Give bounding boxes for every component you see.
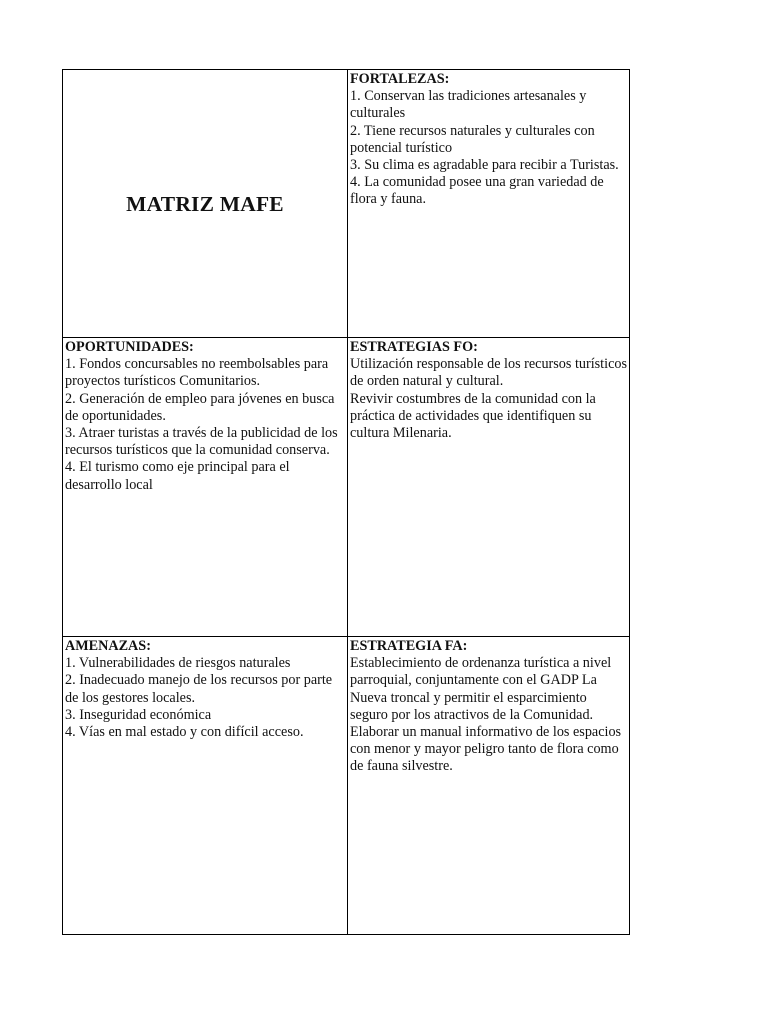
oportunidades-item: 3. Atraer turistas a través de la publicidad de los recursos turísticos que la comunidad conserva. xyxy=(65,425,338,459)
amenazas-cell xyxy=(63,636,347,934)
amenazas-item: 4. Vías en mal estado y con difícil acceso. xyxy=(65,724,304,741)
amenazas-heading: AMENAZAS: xyxy=(65,638,151,654)
amenazas-item: 3. Inseguridad económica xyxy=(65,706,212,723)
matrix-title: MATRIZ MAFE xyxy=(126,191,284,216)
fortalezas-item: 3. Su clima es agradable para recibir a Turistas. xyxy=(350,157,619,174)
fortalezas-cell xyxy=(347,70,630,337)
estrategia-fa-heading: ESTRATEGIA FA: xyxy=(350,638,468,654)
estrategias-fo-heading: ESTRATEGIAS FO: xyxy=(350,339,478,355)
oportunidades-item: 2. Generación de empleo para jóvenes en busca de oportunidades. xyxy=(65,390,335,424)
fortalezas-item: 4. La comunidad posee una gran variedad de flora y fauna. xyxy=(350,174,604,208)
estrategia-fa-paragraph: Establecimiento de ordenanza turística a nivel parroquial, conjuntamente con el GADP La Nueva troncal y permitir el esparcimiento seguro por los atractivos de la Comunidad. xyxy=(350,655,612,723)
estrategias-fo-paragraph: Utilización responsable de los recursos turísticos de orden natural y cultural. xyxy=(350,356,627,390)
fortalezas-item: 2. Tiene recursos naturales y culturales con potencial turístico xyxy=(350,122,595,156)
amenazas-item: 2. Inadecuado manejo de los recursos por parte de los gestores locales. xyxy=(65,672,333,706)
estrategia-fa-paragraph: Elaborar un manual informativo de los espacios con menor y mayor peligro tanto de flora como de fauna silvestre. xyxy=(350,724,622,775)
title-cell xyxy=(63,70,347,337)
fortalezas-item: 1. Conservan las tradiciones artesanales y culturales xyxy=(350,88,587,122)
estrategias-fo-paragraph: Revivir costumbres de la comunidad con la práctica de actividades que identifiquen su cultura Milenaria. xyxy=(350,390,596,442)
oportunidades-cell xyxy=(63,337,347,636)
oportunidades-item: 1. Fondos concursables no reembolsables para proyectos turísticos Comunitarios. xyxy=(65,356,329,390)
oportunidades-item: 4. El turismo como eje principal para el desarrollo local xyxy=(65,459,290,493)
mafe-matrix-table xyxy=(62,69,630,935)
fortalezas-heading: FORTALEZAS: xyxy=(350,71,450,87)
estrategias-fo-cell xyxy=(347,337,630,636)
amenazas-item: 1. Vulnerabilidades de riesgos naturales xyxy=(65,655,291,672)
oportunidades-heading: OPORTUNIDADES: xyxy=(65,339,194,355)
estrategia-fa-cell xyxy=(347,636,630,934)
